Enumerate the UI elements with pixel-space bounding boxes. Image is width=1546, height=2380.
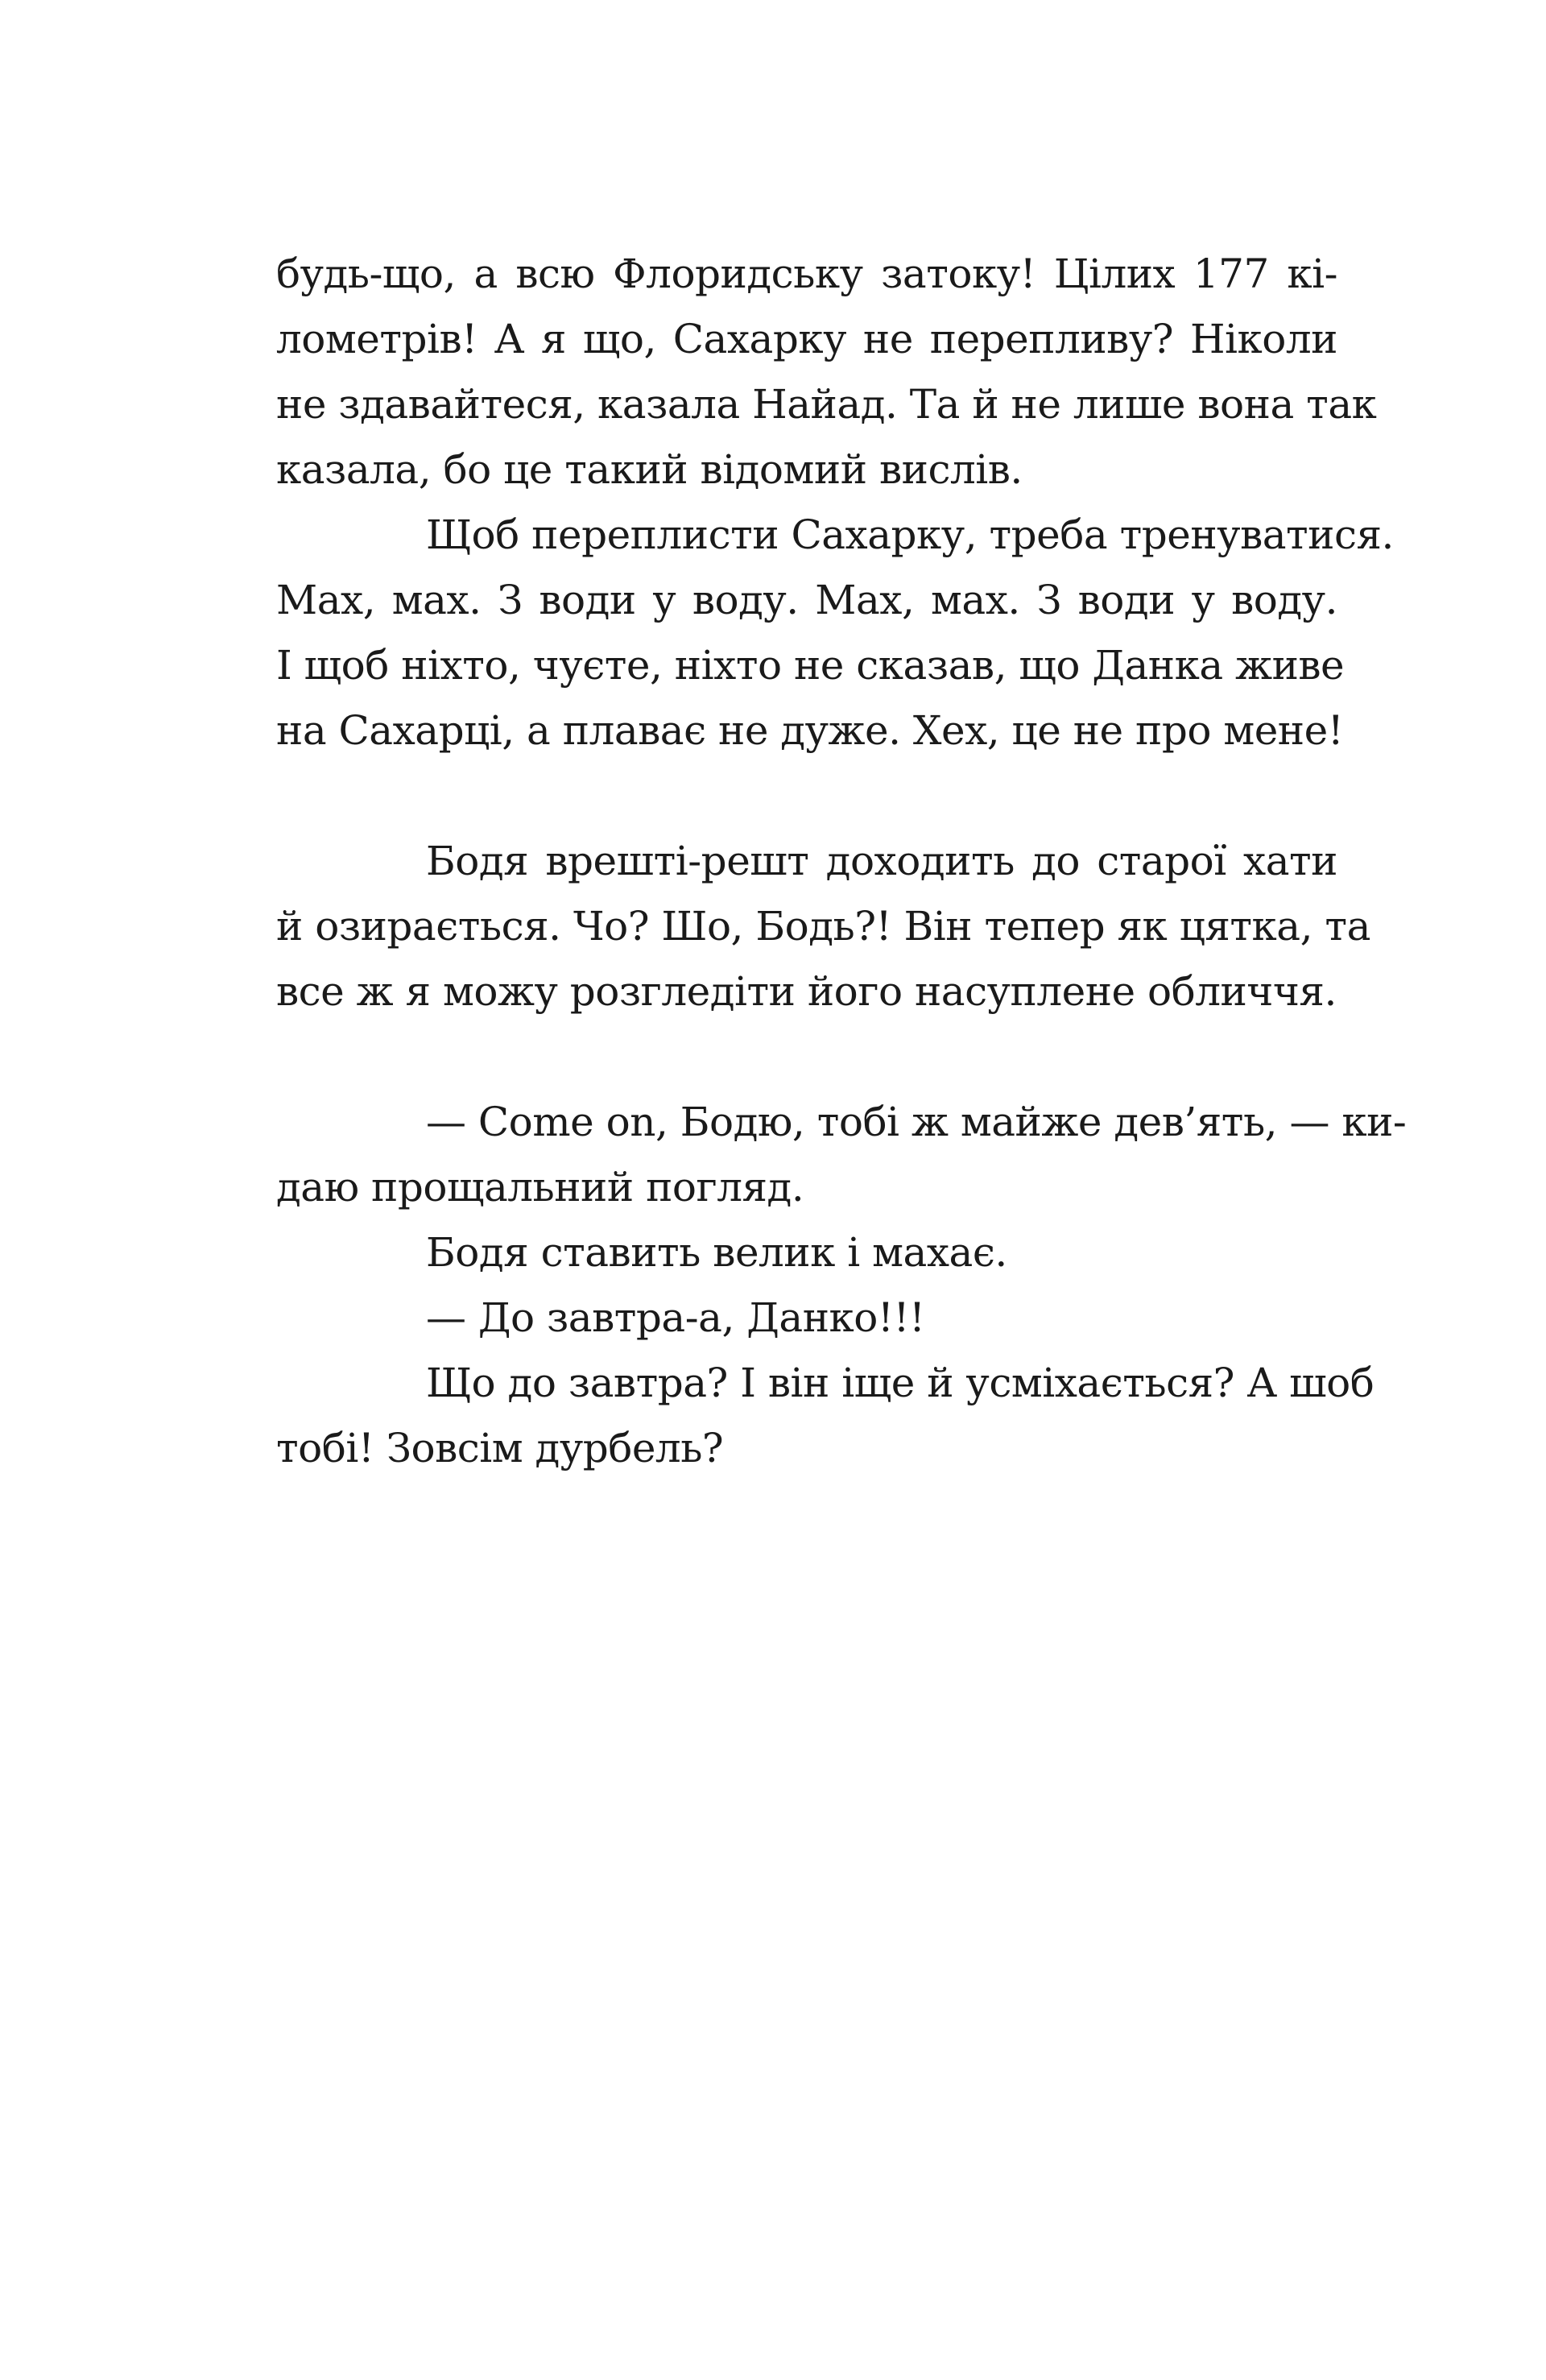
text-line: Що до завтра? І він іще й усміхається? А шоб <box>426 1360 1374 1406</box>
paragraph-p1 <box>276 242 1377 503</box>
paragraph-p7 <box>276 1351 1374 1481</box>
text-line: Бодя ставить велик і махає. <box>426 1229 1007 1276</box>
text-line: І щоб ніхто, чуєте, ніхто не сказав, що Данка живе <box>276 642 1345 689</box>
paragraph-p5 <box>276 1220 1337 1285</box>
text-line: будь-що, а всю Флоридську затоку! Цілих 177 кі- <box>276 250 1337 297</box>
book-page <box>276 242 1407 1481</box>
text-line: даю прощальний погляд. <box>276 1164 804 1211</box>
paragraph-p4 <box>276 1090 1407 1220</box>
text-line: все ж я можу розгледіти його насуплене обличчя. <box>276 968 1337 1015</box>
text-line: казала, бо це такий відомий вислів. <box>276 446 1023 493</box>
text-line: тобі! Зовсім дурбель? <box>276 1425 724 1471</box>
text-line: Бодя врешті-решт доходить до старої хати <box>426 838 1337 884</box>
section-break <box>276 764 1337 829</box>
text-line: Мах, мах. З води у воду. Мах, мах. З води у воду. <box>276 577 1337 623</box>
paragraph-p3 <box>276 829 1370 1024</box>
text-line: на Сахарці, а плаває не дуже. Хех, це не про мене! <box>276 707 1344 754</box>
paragraph-p2 <box>276 503 1394 764</box>
text-line: й озирається. Чо? Шо, Бодь?! Він тепер як цятка, та <box>276 903 1370 950</box>
text-line: — До завтра-а, Данко!!! <box>426 1294 925 1341</box>
text-line: Щоб переплисти Сахарку, треба тренуватися. <box>426 511 1394 558</box>
paragraph-p6 <box>276 1285 1337 1351</box>
section-break <box>276 1024 1337 1090</box>
text-line: — Come on, Бодю, тобі ж майже дев’ять, — ки- <box>426 1099 1407 1145</box>
text-line: не здавайтеся, казала Найад. Та й не лише вона так <box>276 381 1377 428</box>
text-line: лометрів! А я що, Сахарку не перепливу? Ніколи <box>276 316 1337 362</box>
